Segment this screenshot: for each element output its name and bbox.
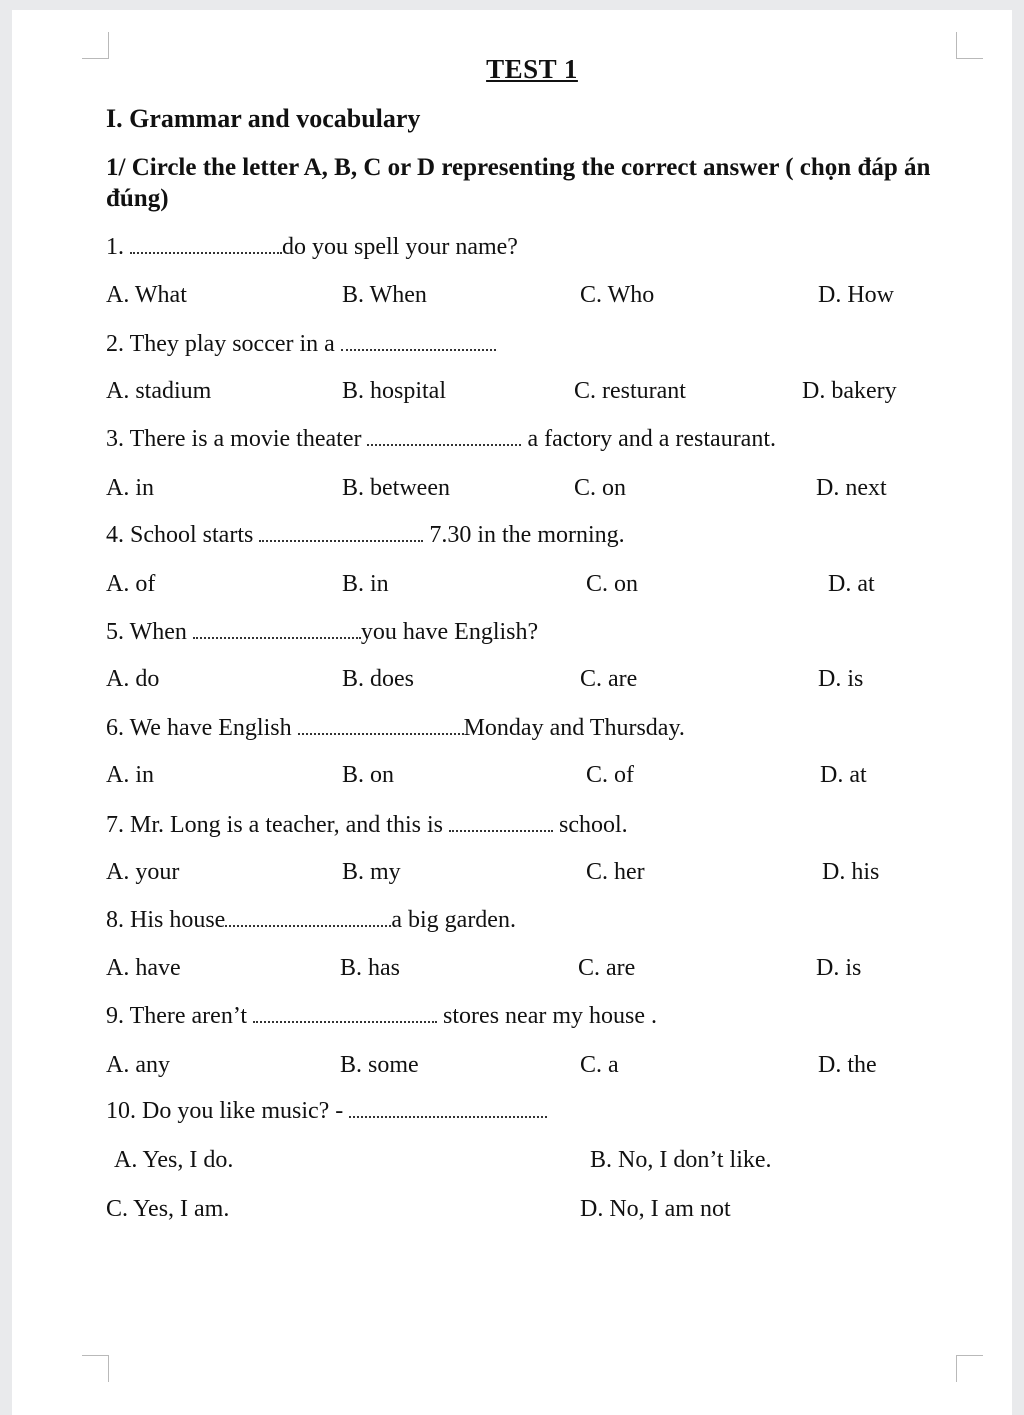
question-6-option-b: B. on: [342, 762, 395, 788]
question-10-text-before: 10. Do you like music? -: [106, 1098, 350, 1124]
question-5-option-c: C. are: [580, 666, 638, 692]
question-1-text-after: do you spell your name?: [282, 234, 518, 260]
question-1-text-before: 1.: [106, 234, 130, 260]
question-1-blank: [130, 236, 282, 254]
question-9-blank: [253, 1005, 437, 1023]
question-6-option-a: A. in: [106, 762, 154, 788]
question-1-option-b: B. When: [342, 282, 427, 308]
question-10: [106, 1098, 547, 1125]
question-7: [106, 812, 628, 839]
question-7-option-b: B. my: [342, 859, 401, 885]
question-8-option-c: C. are: [578, 955, 636, 981]
question-8-option-d: D. is: [816, 955, 862, 981]
question-2-option-d: D. bakery: [802, 378, 897, 404]
question-1-option-d: D. How: [818, 282, 894, 308]
question-2-text-before: 2. They play soccer in a: [106, 331, 341, 357]
question-3: [106, 426, 776, 453]
question-1-option-a: A. What: [106, 282, 187, 308]
question-5-text-after: you have English?: [360, 619, 539, 645]
question-9: [106, 1003, 657, 1030]
question-8-text-before: 8. His house: [106, 907, 226, 933]
question-3-option-b: B. between: [342, 475, 450, 501]
question-3-option-d: D. next: [816, 475, 887, 501]
question-8: [106, 907, 516, 934]
question-6-text-before: 6. We have English: [106, 715, 298, 741]
question-3-text-after: a factory and a restaurant.: [521, 426, 776, 452]
question-6: [106, 715, 685, 742]
question-2-option-c: C. resturant: [574, 378, 686, 404]
question-4-option-b: B. in: [342, 571, 389, 597]
question-7-option-d: D. his: [822, 859, 880, 885]
question-9-text-after: stores near my house .: [437, 1003, 657, 1029]
question-2-option-a: A. stadium: [106, 378, 212, 404]
question-4-blank: [259, 524, 423, 542]
question-10-option-c: C. Yes, I am.: [106, 1196, 230, 1222]
question-9-option-d: D. the: [818, 1052, 877, 1078]
question-3-blank: [367, 428, 521, 446]
question-10-option-b: B. No, I don’t like.: [590, 1147, 772, 1173]
question-5-blank: [193, 621, 361, 639]
question-8-text-after: a big garden.: [391, 907, 516, 933]
question-6-text-after: Monday and Thursday.: [463, 715, 685, 741]
question-10-blank: [349, 1100, 547, 1118]
question-8-blank: [225, 909, 391, 927]
question-2-blank: [341, 333, 496, 351]
question-6-option-c: C. of: [586, 762, 634, 788]
question-7-option-a: A. your: [106, 859, 180, 885]
question-6-blank: [298, 717, 464, 735]
question-5-option-a: A. do: [106, 666, 160, 692]
question-6-option-d: D. at: [820, 762, 867, 788]
question-7-option-c: C. her: [586, 859, 645, 885]
section-heading: I. Grammar and vocabulary: [106, 104, 421, 133]
question-9-option-a: A. any: [106, 1052, 170, 1078]
question-3-option-c: C. on: [574, 475, 627, 501]
question-2-option-b: B. hospital: [342, 378, 447, 404]
test-title: TEST 1: [486, 54, 578, 84]
question-4-option-a: A. of: [106, 571, 156, 597]
crop-mark-bottom-right: [956, 1355, 983, 1382]
question-4-option-d: D. at: [828, 571, 875, 597]
question-1-option-c: C. Who: [580, 282, 655, 308]
question-9-option-c: C. a: [580, 1052, 619, 1078]
question-7-text-after: school.: [552, 812, 628, 838]
question-5-text-before: 5. When: [106, 619, 193, 645]
question-4-text-after: 7.30 in the morning.: [423, 522, 625, 548]
question-2: [106, 331, 496, 358]
question-5-option-d: D. is: [818, 666, 864, 692]
question-3-text-before: 3. There is a movie theater: [106, 426, 368, 452]
question-8-option-b: B. has: [340, 955, 400, 981]
question-5-option-b: B. does: [342, 666, 414, 692]
instruction-text: 1/ Circle the letter A, B, C or D representing the correct answer ( chọn đáp án đúng): [106, 154, 931, 212]
crop-mark-bottom-left: [82, 1355, 109, 1382]
question-7-blank: [449, 814, 553, 832]
question-10-option-a: A. Yes, I do.: [114, 1147, 234, 1173]
question-8-option-a: A. have: [106, 955, 181, 981]
question-9-option-b: B. some: [340, 1052, 419, 1078]
question-4-option-c: C. on: [586, 571, 639, 597]
question-4: [106, 522, 625, 549]
question-10-option-d: D. No, I am not: [580, 1196, 731, 1222]
question-5: [106, 619, 538, 646]
question-3-option-a: A. in: [106, 475, 154, 501]
question-4-text-before: 4. School starts: [106, 522, 260, 548]
question-7-text-before: 7. Mr. Long is a teacher, and this is: [106, 812, 449, 838]
question-9-text-before: 9. There aren’t: [106, 1003, 254, 1029]
question-1: [106, 234, 518, 261]
